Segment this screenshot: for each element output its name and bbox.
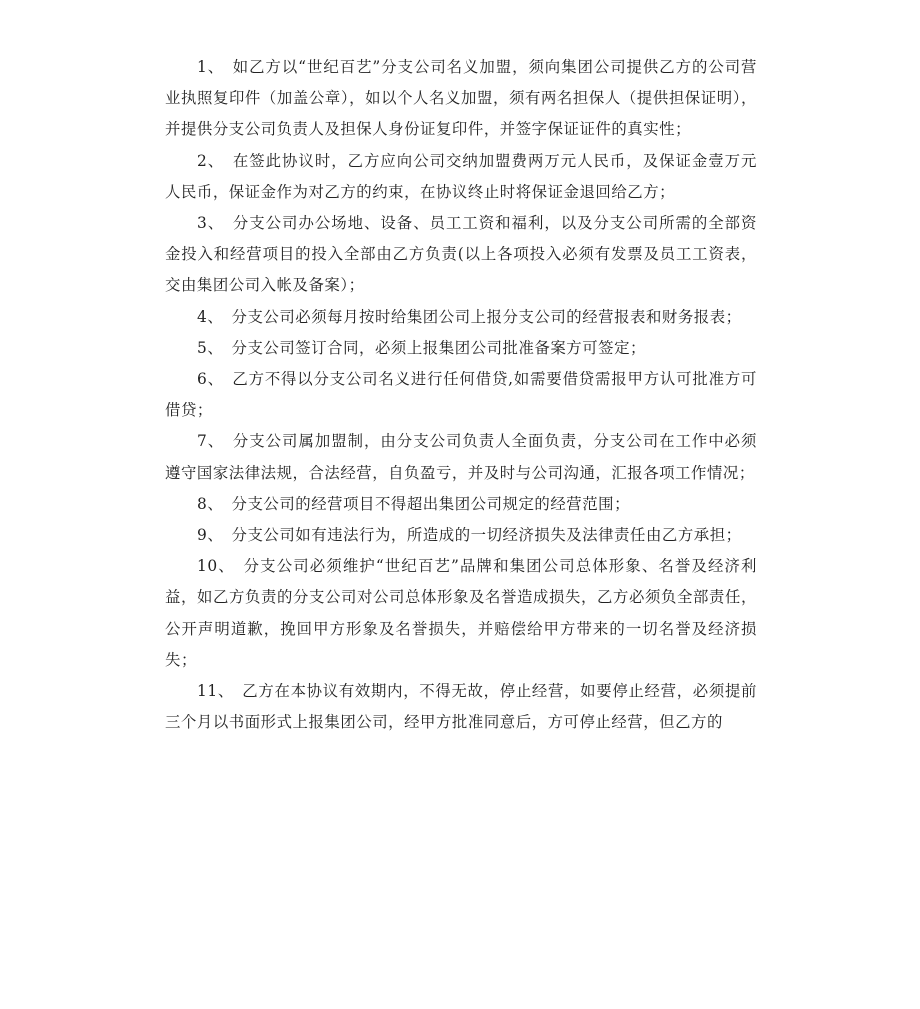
clause-6: 6、 乙方不得以分支公司名义进行任何借贷,如需要借贷需报甲方认可批准方可借贷； bbox=[165, 370, 757, 420]
clause-9: 9、 分支公司如有违法行为，所造成的一切经济损失及法律责任由乙方承担； bbox=[197, 526, 742, 545]
clause-11: 11、 乙方在本协议有效期内，不得无故，停止经营，如要停止经营，必须提前三个月以书面形式上报集团公司，经甲方批准同意后，方可停止经营，但乙方的 bbox=[165, 682, 757, 732]
clause-4: 4、 分支公司必须每月按时给集团公司上报分支公司的经营报表和财务报表； bbox=[197, 307, 742, 326]
clause-1: 1、 如乙方以“世纪百艺”分支公司名义加盟，须向集团公司提供乙方的公司营业执照复印件（加盖公章），如以个人名义加盟，须有两名担保人（提供担保证明），并提供分支公司负责人及担保人身份证复印件，并签字保证证件的真实性； bbox=[165, 58, 757, 139]
clause-5: 5、 分支公司签订合同，必须上报集团公司批准备案方可签定； bbox=[197, 338, 646, 357]
clause-2: 2、 在签此协议时，乙方应向公司交纳加盟费两万元人民币，及保证金壹万元人民币，保证金作为对乙方的约束，在协议终止时将保证金退回给乙方； bbox=[165, 151, 757, 201]
clause-3: 3、 分支公司办公场地、设备、员工工资和福利，以及分支公司所需的全部资金投入和经营项目的投入全部由乙方负责(以上各项投入必须有发票及员工工资表，交由集团公司入帐及备案）； bbox=[165, 214, 757, 295]
clause-10: 10、 分支公司必须维护“世纪百艺”品牌和集团公司总体形象、名誉及经济利益，如乙方负责的分支公司对公司总体形象及名誉造成损失，乙方必须负全部责任，公开声明道歉，挽回甲方形象及名誉损失，并赔偿给甲方带来的一切名誉及经济损失； bbox=[165, 557, 757, 669]
clause-8: 8、 分支公司的经营项目不得超出集团公司规定的经营范围； bbox=[197, 494, 631, 513]
document-body bbox=[165, 52, 757, 738]
clause-7: 7、 分支公司属加盟制，由分支公司负责人全面负责，分支公司在工作中必须遵守国家法律法规，合法经营，自负盈亏，并及时与公司沟通，汇报各项工作情况； bbox=[165, 432, 757, 482]
